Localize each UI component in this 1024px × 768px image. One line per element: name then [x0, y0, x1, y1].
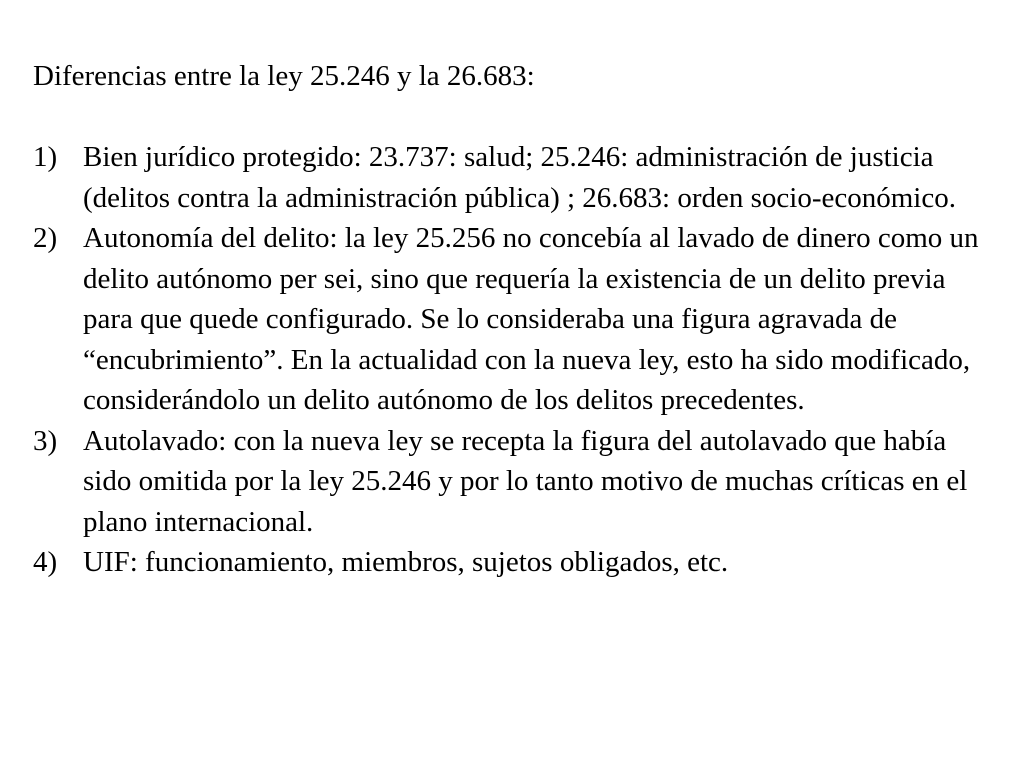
- list-item-text: Bien jurídico protegido: 23.737: salud; 25.246: administración de justicia (delitos contra la administración pública) ; 26.683: orden socio-económico.: [83, 141, 956, 214]
- list-item-text: Autonomía del delito: la ley 25.256 no concebía al lavado de dinero como un delito autónomo per sei, sino que requería la existencia de un delito previa para que quede configurado. Se lo consideraba una figura agravada de “encubrimiento”. En la actualidad con la nueva ley, esto ha sido modificado, considerándolo un delito autónomo de los delitos precedentes.: [83, 222, 979, 416]
- list-item-number: 3): [33, 424, 58, 457]
- list-item-text: UIF: funcionamiento, miembros, sujetos obligados, etc.: [83, 546, 729, 578]
- differences-list: [33, 137, 993, 583]
- list-item: [33, 218, 993, 421]
- list-item: [33, 542, 993, 583]
- list-item-number: 4): [33, 546, 58, 578]
- slide-title: Diferencias entre la ley 25.246 y la 26.683:: [33, 60, 535, 92]
- list-item-number: 2): [33, 222, 58, 254]
- list-item-number: 1): [33, 141, 58, 173]
- list-item: [33, 137, 993, 218]
- list-item: [33, 421, 993, 543]
- list-item-text: Autolavado: con la nueva ley se recepta la figura del autolavado que había sido omitida por la ley 25.246 y por lo tanto motivo de muchas críticas en el plano internacional.: [83, 424, 968, 538]
